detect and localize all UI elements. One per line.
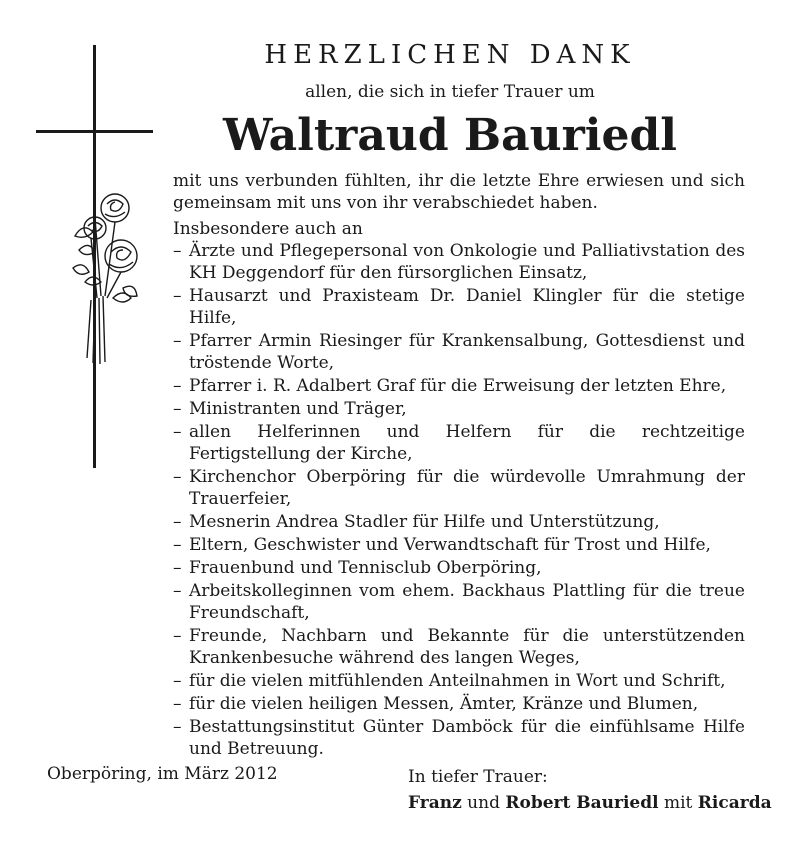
list-item: – Ministranten und Träger, bbox=[173, 398, 745, 420]
opening-paragraph: mit uns verbunden fühlten, ihr die letzte Ehre erwiesen und sich gemeinsam mit uns von ihr verabschiedet haben. bbox=[173, 171, 745, 213]
intro-line: allen, die sich in tiefer Trauer um bbox=[305, 82, 595, 102]
list-item: – Frauenbund und Tennisclub Oberpöring, bbox=[173, 557, 745, 579]
list-item: – Hausarzt und Praxisteam Dr. Daniel Klingler für die stetige Hilfe, bbox=[173, 285, 745, 329]
list-item: – Kirchenchor Oberpöring für die würdevolle Umrahmung der Trauerfeier, bbox=[173, 466, 745, 510]
especially-line: Insbesondere auch an bbox=[173, 219, 363, 239]
signatory-3: Ricarda bbox=[697, 793, 772, 813]
list-item: – Arbeitskolleginnen vom ehem. Backhaus Plattling für die treue Freundschaft, bbox=[173, 580, 745, 624]
signatory-1: Franz bbox=[408, 793, 462, 813]
place-date: Oberpöring, im März 2012 bbox=[47, 764, 278, 784]
roses-icon bbox=[65, 188, 145, 368]
mourning-label: In tiefer Trauer: bbox=[408, 767, 548, 787]
deceased-name: Waltraud Bauriedl bbox=[223, 110, 677, 161]
thanks-list bbox=[173, 240, 745, 760]
list-item: – Pfarrer Armin Riesinger für Krankensalbung, Gottesdienst und tröstende Worte, bbox=[173, 330, 745, 374]
list-item: – Bestattungsinstitut Günter Damböck für die einfühlsame Hilfe und Betreuung. bbox=[173, 716, 745, 760]
conjunction-and: und bbox=[467, 793, 500, 813]
list-item: – Mesnerin Andrea Stadler für Hilfe und Unterstützung, bbox=[173, 511, 745, 533]
list-item: – Eltern, Geschwister und Verwandtschaft für Trost und Hilfe, bbox=[173, 534, 745, 556]
heading: HERZLICHEN DANK bbox=[264, 40, 636, 70]
list-item: – allen Helferinnen und Helfern für die rechtzeitige Fertigstellung der Kirche, bbox=[173, 421, 745, 465]
conjunction-with: mit bbox=[663, 793, 693, 813]
body-text bbox=[173, 170, 745, 761]
list-item: – Pfarrer i. R. Adalbert Graf für die Erweisung der letzten Ehre, bbox=[173, 375, 745, 397]
signatories bbox=[408, 790, 772, 816]
list-item: – für die vielen heiligen Messen, Ämter, Kränze und Blumen, bbox=[173, 693, 745, 715]
list-item: – für die vielen mitfühlenden Anteilnahmen in Wort und Schrift, bbox=[173, 670, 745, 692]
signature-block bbox=[408, 764, 772, 816]
list-item: – Freunde, Nachbarn und Bekannte für die unterstützenden Krankenbesuche während des langen Weges, bbox=[173, 625, 745, 669]
list-item: – Ärzte und Pflegepersonal von Onkologie und Palliativstation des KH Deggendorf für den fürsorglichen Einsatz, bbox=[173, 240, 745, 284]
signatory-2: Robert Bauriedl bbox=[505, 793, 659, 813]
